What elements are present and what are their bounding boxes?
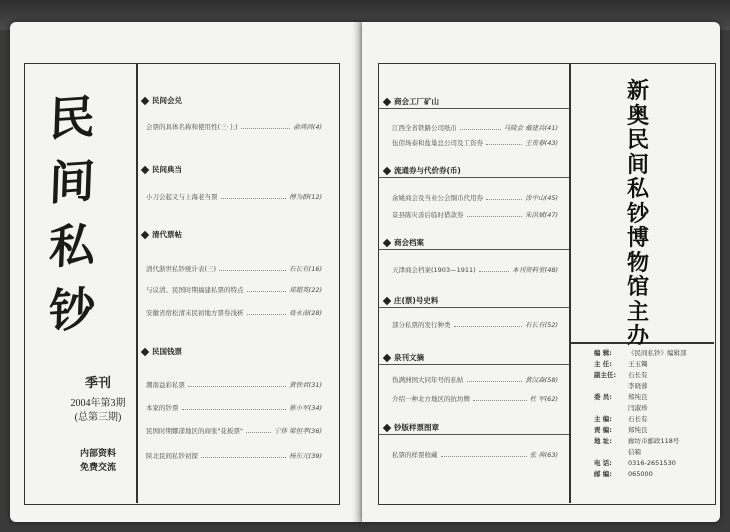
dot-leader <box>182 406 287 410</box>
issue-year: 2004年第3期 <box>70 398 126 409</box>
section-title: 钞版样票图章 <box>394 423 439 432</box>
section-heading <box>142 164 182 175</box>
diamond-icon <box>141 230 149 238</box>
diamond-icon <box>383 238 391 246</box>
dot-leader <box>486 141 522 145</box>
toc-entry[interactable] <box>392 123 558 132</box>
title-char: 间 <box>48 153 96 211</box>
section-rule <box>378 108 569 109</box>
section-rule <box>378 177 569 178</box>
toc-entry[interactable] <box>146 264 322 273</box>
title-char: 民 <box>48 89 96 147</box>
editorial-row <box>594 403 712 414</box>
entry-author: 黄铁君(31) <box>289 381 322 389</box>
editorial-value: 郑纯良 <box>628 393 648 401</box>
dot-leader <box>247 311 287 315</box>
editorial-value: 闫淑珍 <box>628 404 648 412</box>
dot-leader <box>201 454 286 458</box>
dot-leader <box>467 213 523 217</box>
toc-entry[interactable] <box>392 320 558 329</box>
dot-leader <box>473 397 527 401</box>
entry-author: 朱洪斌(47) <box>525 211 558 219</box>
section-rule <box>378 307 569 308</box>
toc-entry[interactable] <box>392 375 558 384</box>
entry-title: 本家的钞票 <box>146 404 179 412</box>
internal-note: 内部资料 <box>79 449 116 459</box>
entry-title: 余姚商会及当业公会铜币代用券 <box>392 194 483 202</box>
dot-leader <box>479 268 510 272</box>
entry-title: 清代浙世私钞统计表(三) <box>146 265 217 273</box>
editorial-row <box>594 348 712 359</box>
section-heading <box>384 237 424 248</box>
title-char: 物 <box>626 250 649 276</box>
entry-title: 天津商会档案(1903—1911) <box>392 266 476 274</box>
editorial-key <box>594 403 628 414</box>
editorial-key: 主 任: <box>594 360 612 368</box>
editorial-key <box>594 381 628 392</box>
issue-type: 季刊 <box>84 375 111 390</box>
entry-title: 江西全省铁路公司纸币 <box>392 124 457 132</box>
editorial-key: 副主任: <box>594 371 617 379</box>
entry-author: 宁体 梁恒孝(36) <box>274 427 322 435</box>
editorial-key: 委 员: <box>594 393 612 401</box>
editorial-row <box>594 392 712 403</box>
dot-leader <box>460 126 501 130</box>
diamond-icon <box>383 423 391 431</box>
right-column-divider <box>569 64 571 503</box>
editorial-value: 0316-2651530 <box>628 459 676 467</box>
diamond-icon <box>383 97 391 105</box>
section-heading <box>384 422 439 433</box>
entry-title: 私票的样票收藏 <box>392 451 438 459</box>
editorial-row <box>594 447 712 458</box>
diamond-icon <box>141 165 149 173</box>
entry-author: 张 典(63) <box>529 451 558 459</box>
diamond-icon <box>383 296 391 304</box>
entry-title: 伍佰场泰和盐巢总公司及工资券 <box>392 139 483 147</box>
entry-author: 涂中山(45) <box>525 194 558 202</box>
editorial-key <box>594 447 628 458</box>
editorial-value: 郑纯良 <box>628 426 648 434</box>
entry-title: 介绍一种北方地区的抗坊牌 <box>392 395 470 403</box>
entry-author: 蔡小军(34) <box>289 404 322 412</box>
title-char: 民 <box>626 128 649 153</box>
title-char: 私 <box>626 177 649 202</box>
entry-author: 黄汉森(58) <box>525 376 558 384</box>
dot-leader <box>467 378 523 382</box>
editorial-row <box>594 425 712 436</box>
title-char: 钞 <box>48 281 96 339</box>
editorial-row <box>594 370 712 381</box>
editorial-row <box>594 414 712 425</box>
section-heading <box>384 96 439 107</box>
toc-entry[interactable] <box>392 210 558 219</box>
entry-title: 小刀会起义与上海老当票 <box>146 193 218 201</box>
dot-leader <box>454 323 523 327</box>
dot-leader <box>486 196 522 200</box>
section-rule <box>378 434 569 435</box>
entry-title: 会票的具体名称和使用性(三·上) <box>146 123 238 131</box>
toc-entry[interactable] <box>392 265 558 274</box>
toc-entry[interactable] <box>146 451 322 460</box>
toc-entry[interactable] <box>392 450 558 459</box>
editorial-row <box>594 436 712 447</box>
editorial-value: 石长有 <box>628 371 648 379</box>
dot-leader <box>188 383 286 387</box>
entry-title: 伪满洲国大同年号的私帖 <box>392 376 464 384</box>
title-char: 主 <box>626 299 649 325</box>
entry-title: 潮南益彩私票 <box>146 381 185 389</box>
entry-author: 石长有(52) <box>525 321 558 329</box>
title-char: 钞 <box>626 201 649 227</box>
diamond-icon <box>141 347 149 355</box>
entry-author: 杜 军(62) <box>529 395 558 403</box>
editorial-value: 李晓蓉 <box>628 382 648 390</box>
section-rule <box>378 249 569 250</box>
dot-leader <box>247 288 287 292</box>
toc-entry[interactable] <box>146 285 322 294</box>
section-heading <box>142 346 182 357</box>
toc-entry[interactable] <box>392 394 558 403</box>
dot-leader <box>221 195 287 199</box>
toc-entry[interactable] <box>146 308 322 317</box>
dot-leader <box>441 453 527 457</box>
editorial-key: 邮 编: <box>594 470 612 478</box>
editorial-key: 责 编: <box>594 426 612 434</box>
editorial-value: 信箱 <box>628 448 641 456</box>
toc-entry[interactable] <box>146 192 322 201</box>
diamond-icon <box>383 353 391 361</box>
section-rule <box>378 364 569 365</box>
editorial-row <box>594 458 712 469</box>
diamond-icon <box>141 96 149 104</box>
toc-entry[interactable] <box>392 193 558 202</box>
entry-author: 傅为群(12) <box>289 193 322 201</box>
entry-title: 安徽省宿松清末民初地方票券浅析 <box>146 309 244 317</box>
entry-author: 郑超英(22) <box>289 286 322 294</box>
entry-author: 石长有(16) <box>289 265 322 273</box>
left-column-divider <box>136 64 138 503</box>
title-char: 馆 <box>626 275 649 300</box>
editorial-row <box>594 381 712 392</box>
section-title: 民间典当 <box>152 165 182 174</box>
section-title: 民间会兑 <box>152 96 182 105</box>
section-heading <box>142 229 182 240</box>
toc-entry[interactable] <box>392 138 558 147</box>
entry-title: 陕北民间私钞初探 <box>146 452 198 460</box>
entry-author: 聂永南(28) <box>289 309 322 317</box>
editorial-key: 电 话: <box>594 459 612 467</box>
editorial-key: 地 址: <box>594 437 612 445</box>
toc-entry[interactable] <box>146 426 322 435</box>
dot-leader <box>241 125 291 129</box>
entry-title: 民国时期娜漾地区的商张"花板票" <box>146 427 243 435</box>
toc-entry[interactable] <box>146 403 322 412</box>
title-char: 办 <box>626 324 649 349</box>
editorial-info <box>594 348 712 480</box>
title-char: 新 <box>626 79 649 104</box>
editorial-row <box>594 359 712 370</box>
toc-entry[interactable] <box>146 122 322 131</box>
entry-author: 俞鸿昌(4) <box>293 123 322 131</box>
editorial-row <box>594 469 712 480</box>
diamond-icon <box>383 166 391 174</box>
magazine-title <box>40 86 104 342</box>
section-title: 泉刊文摘 <box>394 353 424 362</box>
section-title: 清代票帖 <box>152 230 182 239</box>
entry-title: 部分私票的发行种类 <box>392 321 451 329</box>
title-char: 博 <box>626 226 649 251</box>
free-exchange-note: 免费交流 <box>79 463 116 473</box>
editorial-value: 王玉镯 <box>628 360 648 368</box>
entry-title: 景县陈灾善后临时借款券 <box>392 211 464 219</box>
entry-author: 马陵会 戴建兵(41) <box>503 124 558 132</box>
editorial-value: 廊坊市邮政118号 <box>628 437 680 445</box>
dot-leader <box>219 267 286 271</box>
entry-author: 王贵春(43) <box>525 139 558 147</box>
entry-author: 本刊资料室(48) <box>512 266 558 274</box>
section-title: 流通券与代价券(币) <box>394 166 461 175</box>
title-char: 私 <box>48 217 96 275</box>
editorial-value: 石长有 <box>628 415 648 423</box>
dot-leader <box>246 429 271 433</box>
editorial-key: 主 编: <box>594 415 612 423</box>
entry-title: 与议清、民国时期福建私票的特点 <box>146 286 244 294</box>
toc-entry[interactable] <box>146 380 322 389</box>
title-char: 间 <box>626 152 649 178</box>
section-title: 商会档案 <box>394 238 424 247</box>
editorial-key: 编 辑: <box>594 349 612 357</box>
section-title: 庄(票)号史料 <box>394 296 439 305</box>
sponsor-title <box>618 80 658 350</box>
editorial-value: 《民间私钞》编辑部 <box>628 349 687 357</box>
section-heading <box>384 295 438 306</box>
section-heading <box>142 95 182 106</box>
issue-total: (总第三期) <box>74 412 122 423</box>
section-heading <box>384 165 461 176</box>
section-title: 商会工厂矿山 <box>394 97 439 106</box>
section-title: 民国钱票 <box>152 347 182 356</box>
entry-author: 杨东元(39) <box>289 452 322 460</box>
section-heading <box>384 352 424 363</box>
title-char: 奥 <box>626 103 649 129</box>
editorial-value: 065000 <box>628 470 653 478</box>
